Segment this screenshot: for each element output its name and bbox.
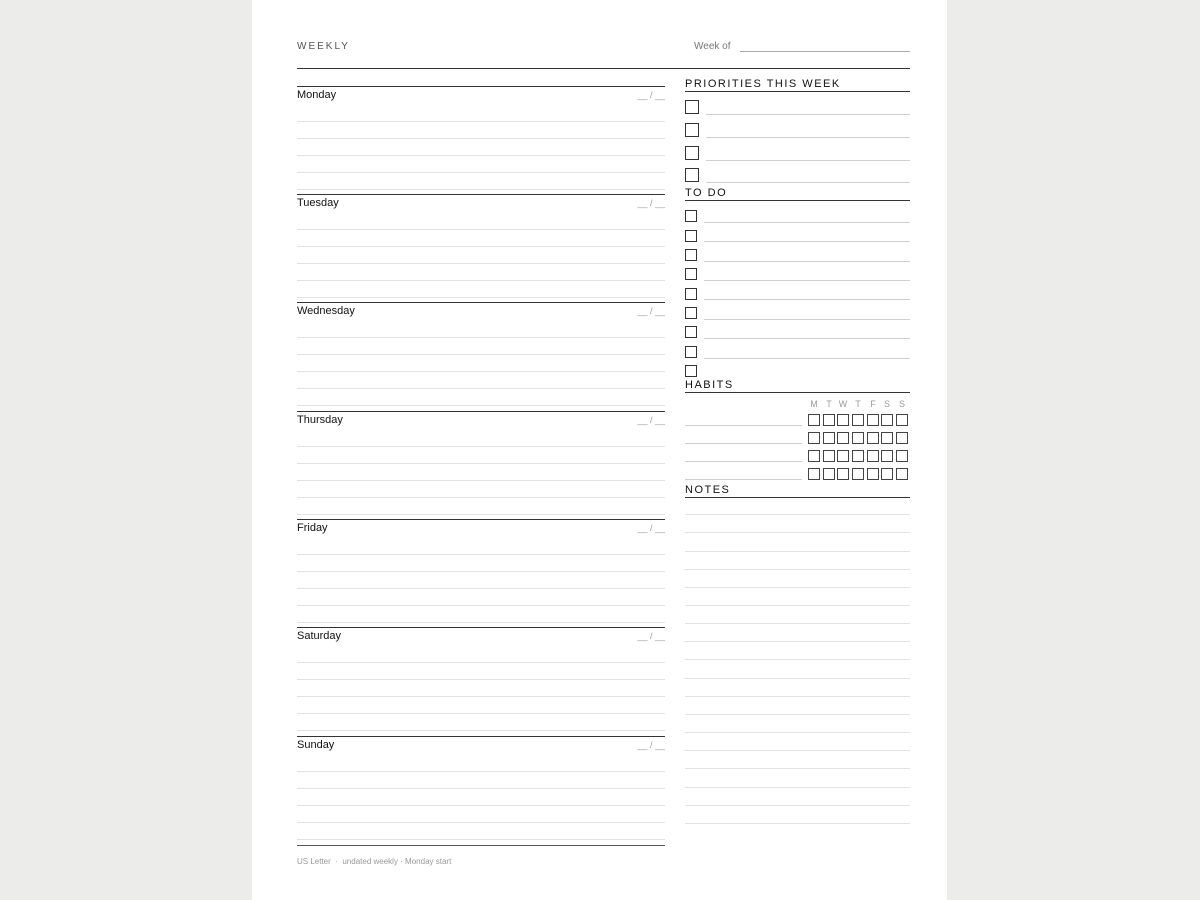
writing-line[interactable]	[297, 605, 665, 606]
todo-heading: TO DO	[685, 187, 910, 201]
habit-checkbox[interactable]	[852, 414, 864, 426]
habit-name-field[interactable]	[685, 443, 802, 444]
note-line[interactable]	[685, 732, 910, 733]
todo-line[interactable]	[704, 358, 910, 359]
writing-line[interactable]	[297, 155, 665, 156]
priority-line[interactable]	[706, 160, 910, 161]
habit-checkbox[interactable]	[896, 414, 908, 426]
week-of-field[interactable]	[740, 51, 910, 52]
note-line[interactable]	[685, 714, 910, 715]
habit-checkbox[interactable]	[852, 468, 864, 480]
habit-checkbox[interactable]	[867, 414, 879, 426]
habit-name-field[interactable]	[685, 461, 802, 462]
writing-line[interactable]	[297, 263, 665, 264]
footer-text: US Letter · undated weekly · Monday start	[297, 857, 452, 866]
day-name: Sunday	[297, 739, 335, 751]
todo-line[interactable]	[704, 241, 910, 242]
habit-day-label: T	[826, 399, 832, 409]
note-line[interactable]	[685, 696, 910, 697]
habit-checkbox[interactable]	[896, 432, 908, 444]
habit-checkbox[interactable]	[823, 414, 835, 426]
todo-checkbox[interactable]	[685, 365, 697, 377]
habit-checkbox[interactable]	[881, 414, 893, 426]
writing-line[interactable]	[297, 297, 665, 298]
habit-day-label: S	[883, 399, 890, 409]
habits-heading: HABITS	[685, 379, 910, 393]
writing-line[interactable]	[297, 730, 665, 731]
writing-line[interactable]	[297, 463, 665, 464]
writing-line[interactable]	[297, 354, 665, 355]
writing-line[interactable]	[297, 839, 665, 840]
note-line[interactable]	[685, 514, 910, 515]
day-date-field[interactable]: __ / __	[637, 198, 665, 208]
priority-line[interactable]	[706, 137, 910, 138]
habit-checkbox[interactable]	[867, 432, 879, 444]
writing-line[interactable]	[297, 514, 665, 515]
habit-day-label: S	[898, 399, 905, 409]
habit-checkbox[interactable]	[808, 432, 820, 444]
writing-line[interactable]	[297, 696, 665, 697]
priorities-heading: PRIORITIES THIS WEEK	[685, 78, 910, 92]
week-of-label: Week of	[694, 41, 731, 52]
todo-checkbox[interactable]	[685, 346, 697, 358]
writing-line[interactable]	[297, 337, 665, 338]
writing-line[interactable]	[297, 229, 665, 230]
todo-line[interactable]	[704, 222, 910, 223]
habit-checkbox[interactable]	[881, 450, 893, 462]
planner-page	[252, 0, 947, 900]
writing-line[interactable]	[297, 405, 665, 406]
todo-line[interactable]	[704, 280, 910, 281]
note-line[interactable]	[685, 569, 910, 570]
habit-day-label: F	[870, 399, 876, 409]
habit-checkbox[interactable]	[808, 450, 820, 462]
day-block-thursday	[297, 411, 665, 520]
priority-checkbox[interactable]	[685, 146, 699, 160]
header-divider	[297, 68, 910, 69]
habit-day-label: M	[810, 399, 818, 409]
habit-checkbox[interactable]	[823, 450, 835, 462]
todo-line[interactable]	[704, 319, 910, 320]
writing-line[interactable]	[297, 713, 665, 714]
notes-heading: NOTES	[685, 484, 910, 498]
habit-day-label: W	[838, 399, 848, 409]
habit-checkbox[interactable]	[837, 414, 849, 426]
writing-line[interactable]	[297, 822, 665, 823]
note-line[interactable]	[685, 623, 910, 624]
day-block-monday	[297, 86, 665, 195]
writing-line[interactable]	[297, 138, 665, 139]
note-line[interactable]	[685, 532, 910, 533]
habit-name-field[interactable]	[685, 479, 802, 480]
todo-line[interactable]	[704, 338, 910, 339]
writing-line[interactable]	[297, 446, 665, 447]
writing-line[interactable]	[297, 679, 665, 680]
todo-line[interactable]	[704, 261, 910, 262]
day-block-saturday	[297, 627, 665, 736]
todo-line[interactable]	[704, 299, 910, 300]
writing-line[interactable]	[297, 172, 665, 173]
writing-line[interactable]	[297, 805, 665, 806]
habit-checkbox[interactable]	[823, 468, 835, 480]
habit-checkbox[interactable]	[881, 468, 893, 480]
todo-checkbox[interactable]	[685, 268, 697, 280]
day-block-wednesday	[297, 302, 665, 411]
habit-checkbox[interactable]	[823, 432, 835, 444]
writing-line[interactable]	[297, 497, 665, 498]
day-name: Thursday	[297, 414, 343, 426]
priority-line[interactable]	[706, 114, 910, 115]
day-block-friday	[297, 519, 665, 628]
writing-line[interactable]	[297, 121, 665, 122]
footer-caption	[297, 857, 451, 866]
habit-day-label: T	[855, 399, 861, 409]
todo-checkbox[interactable]	[685, 288, 697, 300]
note-line[interactable]	[685, 551, 910, 552]
writing-line[interactable]	[297, 189, 665, 190]
priority-checkbox[interactable]	[685, 168, 699, 182]
writing-line[interactable]	[297, 480, 665, 481]
note-line[interactable]	[685, 659, 910, 660]
note-line[interactable]	[685, 750, 910, 751]
writing-line[interactable]	[297, 571, 665, 572]
writing-line[interactable]	[297, 388, 665, 389]
priority-line[interactable]	[706, 182, 910, 183]
habit-name-field[interactable]	[685, 425, 802, 426]
habit-checkbox[interactable]	[852, 450, 864, 462]
habit-checkbox[interactable]	[852, 432, 864, 444]
writing-line[interactable]	[297, 371, 665, 372]
habit-checkbox[interactable]	[837, 468, 849, 480]
habit-checkbox[interactable]	[896, 450, 908, 462]
habit-checkbox[interactable]	[808, 468, 820, 480]
writing-line[interactable]	[297, 588, 665, 589]
note-line[interactable]	[685, 678, 910, 679]
day-date-field[interactable]: __ / __	[637, 631, 665, 641]
day-name: Tuesday	[297, 197, 339, 209]
day-name: Friday	[297, 522, 328, 534]
days-bottom-rule	[297, 845, 665, 846]
planner-title: WEEKLY	[297, 41, 350, 52]
note-line[interactable]	[685, 823, 910, 824]
writing-line[interactable]	[297, 662, 665, 663]
writing-line[interactable]	[297, 622, 665, 623]
habit-checkbox[interactable]	[837, 432, 849, 444]
todo-checkbox[interactable]	[685, 307, 697, 319]
habit-checkbox[interactable]	[881, 432, 893, 444]
writing-line[interactable]	[297, 788, 665, 789]
writing-line[interactable]	[297, 246, 665, 247]
writing-line[interactable]	[297, 771, 665, 772]
day-date-field[interactable]: __ / __	[637, 740, 665, 750]
note-line[interactable]	[685, 768, 910, 769]
habit-checkbox[interactable]	[867, 450, 879, 462]
todo-checkbox[interactable]	[685, 230, 697, 242]
day-name: Monday	[297, 89, 337, 101]
writing-line[interactable]	[297, 280, 665, 281]
day-name: Saturday	[297, 630, 342, 642]
todo-checkbox[interactable]	[685, 210, 697, 222]
habit-checkbox[interactable]	[808, 414, 820, 426]
habit-checkbox[interactable]	[896, 468, 908, 480]
day-name: Wednesday	[297, 305, 355, 317]
day-date-field[interactable]: __ / __	[637, 415, 665, 425]
todo-checkbox[interactable]	[685, 326, 697, 338]
note-line[interactable]	[685, 641, 910, 642]
note-line[interactable]	[685, 587, 910, 588]
habit-checkbox[interactable]	[837, 450, 849, 462]
day-block-sunday	[297, 736, 665, 845]
todo-checkbox[interactable]	[685, 249, 697, 261]
day-date-field[interactable]: __ / __	[637, 523, 665, 533]
priority-checkbox[interactable]	[685, 123, 699, 137]
day-date-field[interactable]: __ / __	[637, 90, 665, 100]
priority-checkbox[interactable]	[685, 100, 699, 114]
day-date-field[interactable]: __ / __	[637, 306, 665, 316]
day-block-tuesday	[297, 194, 665, 303]
note-line[interactable]	[685, 605, 910, 606]
writing-line[interactable]	[297, 554, 665, 555]
note-line[interactable]	[685, 787, 910, 788]
habit-checkbox[interactable]	[867, 468, 879, 480]
note-line[interactable]	[685, 805, 910, 806]
